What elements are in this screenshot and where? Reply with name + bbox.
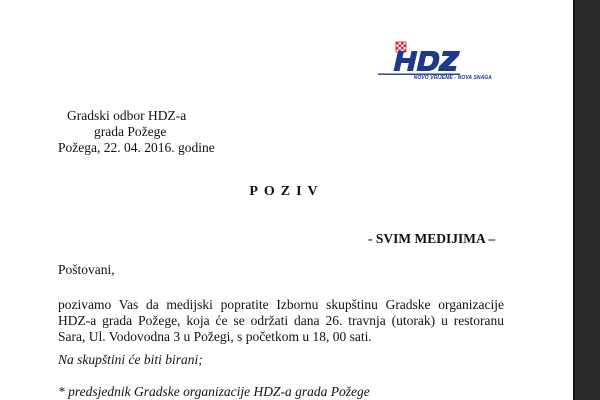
body-paragraph xyxy=(58,297,504,345)
document-title: POZIV xyxy=(249,184,324,199)
viewer-side-panel xyxy=(573,0,600,400)
sender-line-1: Gradski odbor HDZ-a xyxy=(67,108,187,123)
greeting: Poštovani, xyxy=(58,262,115,277)
sender-date: Požega, 22. 04. 2016. godine xyxy=(58,140,215,155)
recipient-line: - SVIM MEDIJIMA – xyxy=(368,231,496,246)
election-intro: Na skupštini će biti birani; xyxy=(58,352,203,367)
logo-tagline: NOVO VRIJEME - NOVA SNAGA xyxy=(413,75,492,81)
body-line-3: Sara, Ul. Vodovodna 3 u Požegi, s početkom u 18, 00 sati. xyxy=(58,329,372,344)
hdz-logo-mark-icon xyxy=(372,37,492,77)
sender-line-2: grada Požege xyxy=(94,124,167,139)
body-line-2: HDZ-a grada Požege, koja će se održati dana 26. travnja (utorak) u restoranu xyxy=(58,313,504,328)
body-line-1: pozivamo Vas da medijski popratite Izbornu skupštinu Gradske organizacije xyxy=(58,297,504,312)
election-item: * predsjednik Gradske organizacije HDZ-a grada Požege xyxy=(58,384,370,399)
panel-edge xyxy=(573,0,575,400)
hdz-logo xyxy=(372,37,492,87)
